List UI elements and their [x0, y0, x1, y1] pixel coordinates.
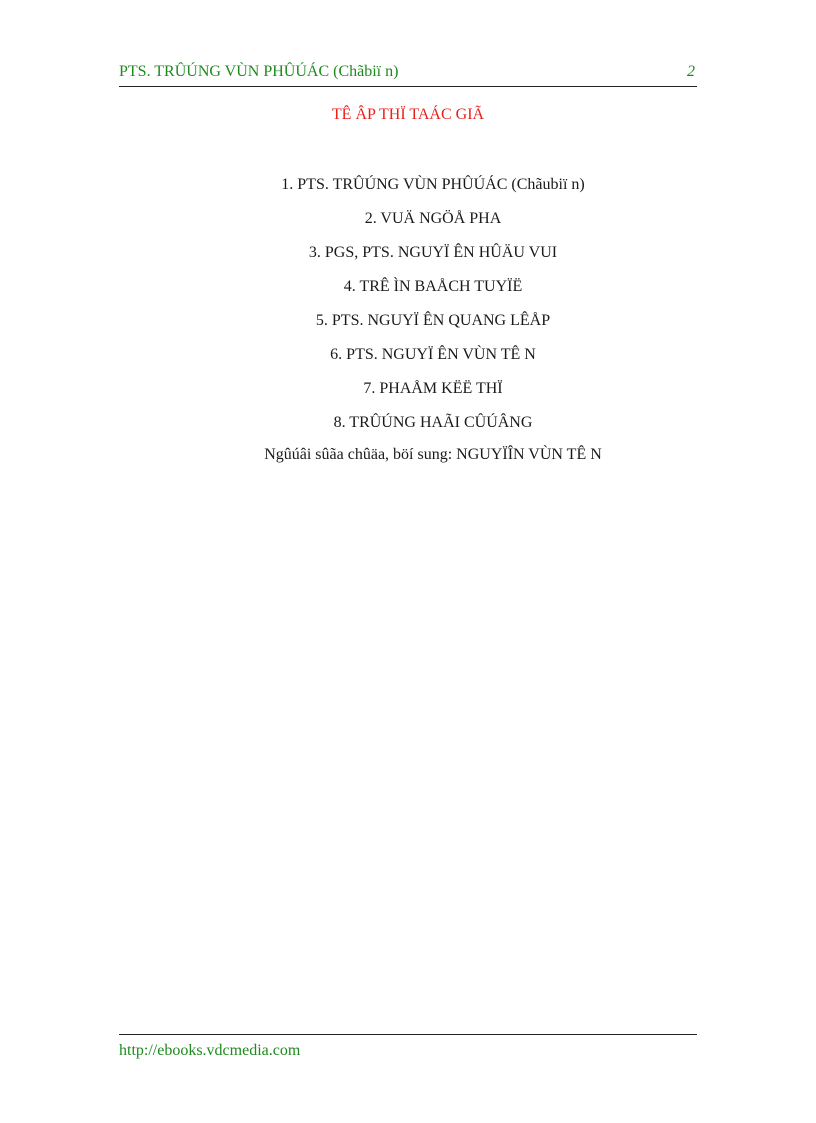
footer-divider [119, 1034, 697, 1035]
document-title: TÊ ÂP THÏ TAÁC GIÃ [331, 106, 485, 123]
author-list [0, 174, 816, 446]
author-item: 3. PGS, PTS. NGUYÏ ÊN HÛÄU VUI [308, 244, 558, 261]
page-header [119, 62, 697, 87]
footer-link[interactable]: http://ebooks.vdcmedia.com [119, 1042, 301, 1059]
author-item: 2. VUÄ NGÖÅ PHA [364, 210, 502, 227]
author-item: 5. PTS. NGUYÏ ÊN QUANG LÊÅP [315, 312, 551, 329]
author-item: 6. PTS. NGUYÏ ÊN VÙN TÊ N [330, 346, 536, 363]
author-item: 7. PHAÅM KËË THÏ [363, 380, 503, 397]
page-number: 2 [687, 63, 695, 80]
author-item: 8. TRÛÚNG HAÃI CÛÚÂNG [333, 414, 533, 431]
editor-credit: Ngûúâi sûãa chûäa, böí sung: NGUYÏÎN VÙN TÊ N [264, 446, 602, 463]
header-title: PTS. TRÛÚNG VÙN PHÛÚÁC (Chãbiï n) [119, 63, 399, 80]
author-item: 1. PTS. TRÛÚNG VÙN PHÛÚÁC (Chãubiï n) [281, 176, 585, 193]
author-item: 4. TRÊ ÌN BAÅCH TUYÏË [343, 278, 523, 295]
